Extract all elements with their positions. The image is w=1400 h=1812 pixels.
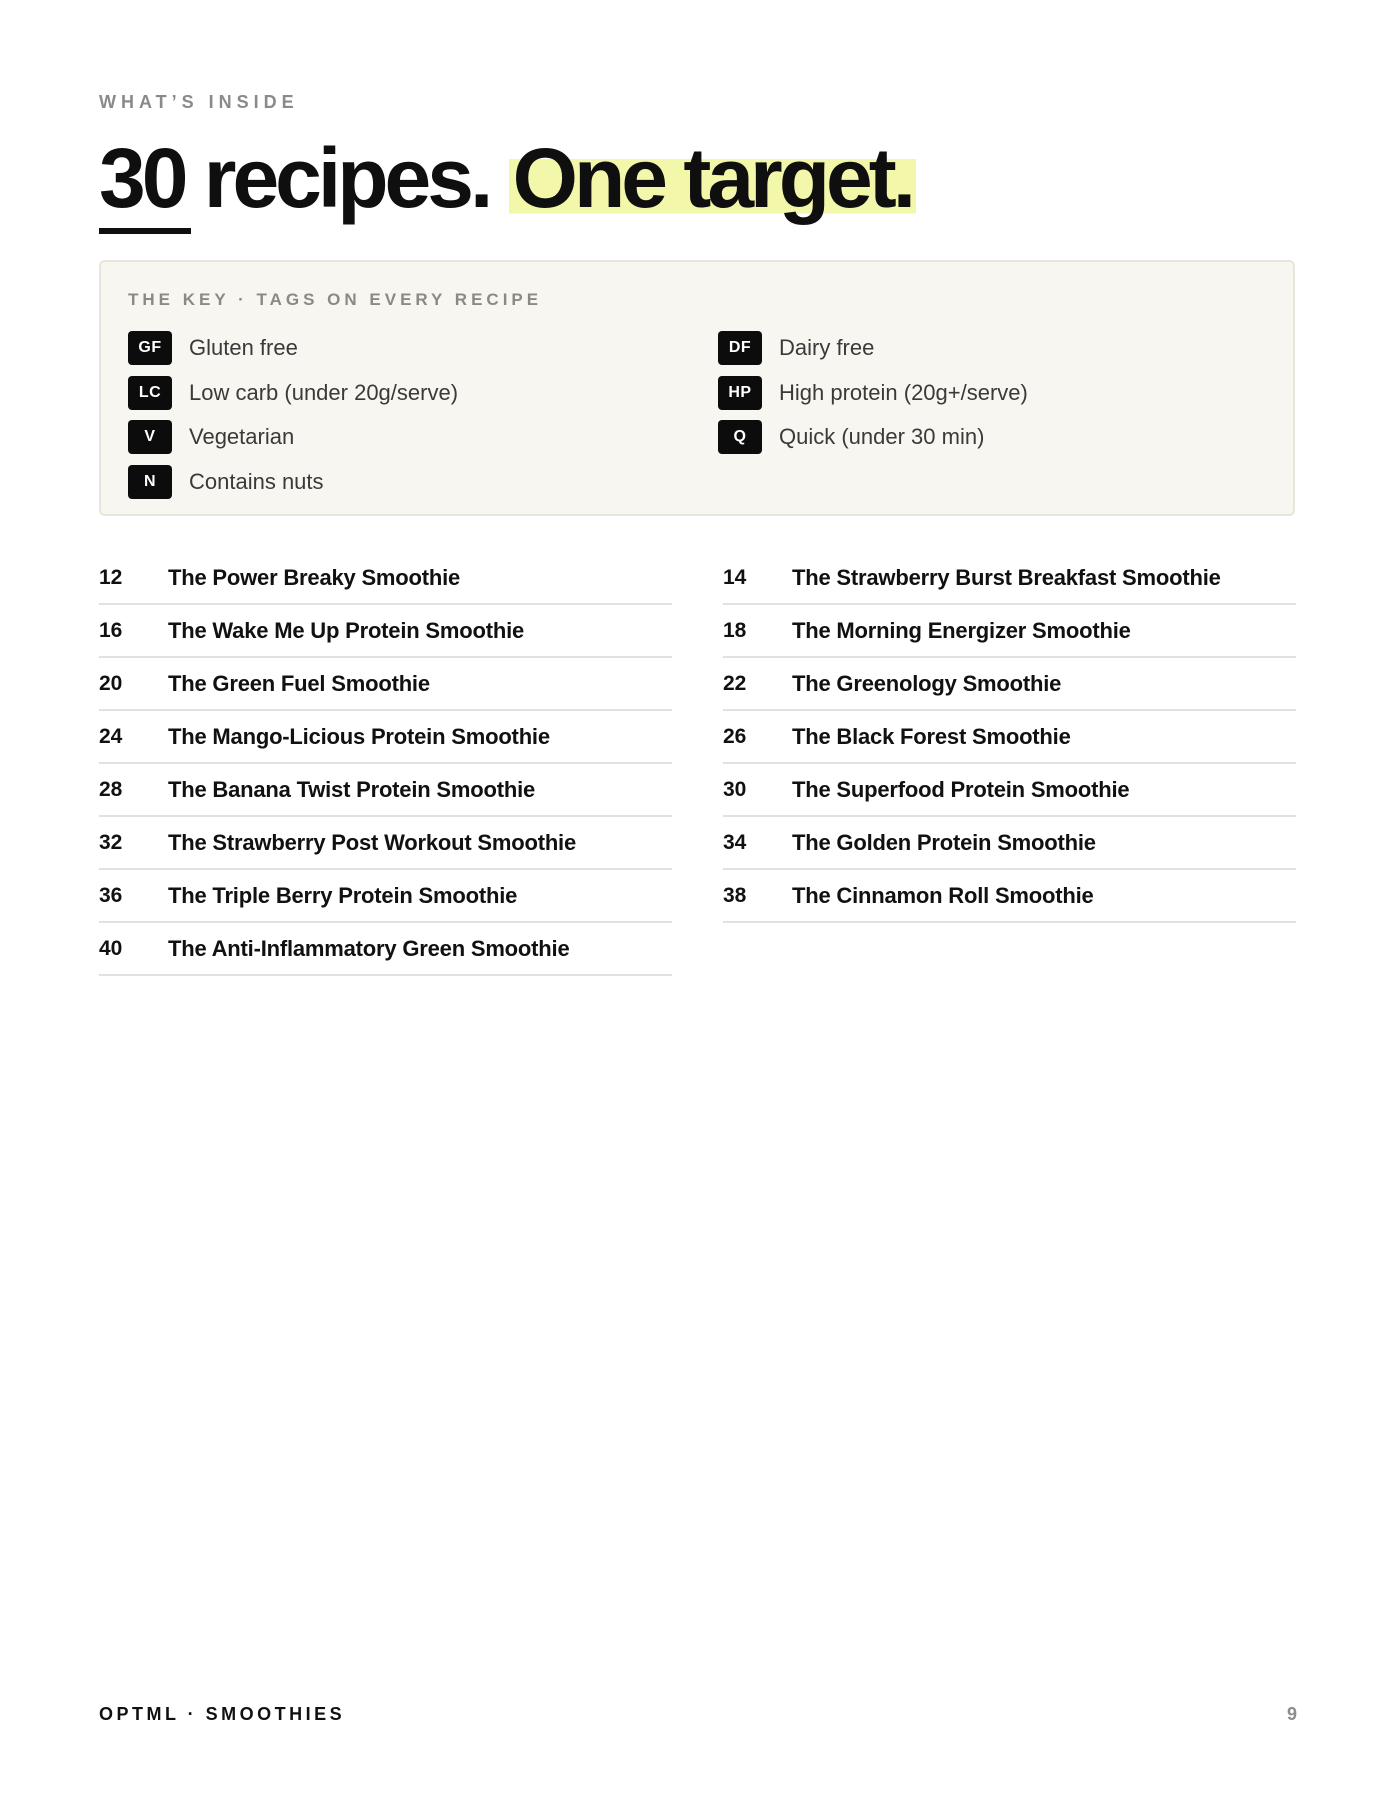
key-label: Gluten free (189, 335, 298, 361)
recipe-title: The Banana Twist Protein Smoothie (168, 776, 536, 802)
recipe-title: The Power Breaky Smoothie (168, 564, 461, 590)
footer-brand: OPTML · SMOOTHIES (99, 1704, 346, 1724)
recipe-list-right (723, 552, 1296, 923)
recipe-entry[interactable] (723, 552, 1296, 605)
recipe-title: The Strawberry Post Workout Smoothie (168, 829, 577, 855)
key-label: Low carb (under 20g/serve) (189, 379, 459, 405)
recipe-entry[interactable] (99, 764, 672, 817)
key-column-left (128, 326, 688, 504)
key-column-right (718, 326, 1278, 460)
recipe-entry[interactable] (723, 870, 1296, 923)
recipe-entry[interactable] (723, 764, 1296, 817)
recipe-entry[interactable] (723, 605, 1296, 658)
tag-badge: GF (128, 331, 172, 365)
recipe-page-number: 22 (723, 671, 747, 695)
tag-badge: N (128, 465, 172, 499)
recipe-page-number: 12 (99, 565, 123, 589)
key-label: Dairy free (779, 335, 875, 361)
recipe-entry[interactable] (99, 817, 672, 870)
recipe-entry[interactable] (99, 658, 672, 711)
key-item-hp (718, 371, 1278, 416)
recipe-page-number: 40 (99, 936, 123, 960)
recipe-page-number: 34 (723, 830, 747, 854)
tag-badge: HP (718, 376, 762, 410)
recipe-title: The Anti-Inflammatory Green Smoothie (168, 935, 570, 961)
tag-badge: LC (128, 376, 172, 410)
recipe-entry[interactable] (723, 658, 1296, 711)
recipe-list-left (99, 552, 672, 976)
key-title: THE KEY · TAGS ON EVERY RECIPE (128, 290, 543, 309)
title-underline (99, 228, 191, 234)
recipe-page-number: 14 (723, 565, 747, 589)
recipe-entry[interactable] (99, 552, 672, 605)
key-label: Quick (under 30 min) (779, 424, 985, 450)
recipe-entry[interactable] (99, 923, 672, 976)
title-number: 30 (99, 131, 185, 225)
key-item-v (128, 415, 688, 460)
key-label: Vegetarian (189, 424, 295, 450)
recipe-entry[interactable] (99, 605, 672, 658)
recipe-page-number: 26 (723, 724, 747, 748)
recipe-title: The Cinnamon Roll Smoothie (792, 882, 1094, 908)
key-item-df (718, 326, 1278, 371)
recipe-title: The Triple Berry Protein Smoothie (168, 882, 518, 908)
key-label: Contains nuts (189, 468, 324, 494)
recipe-page-number: 30 (723, 777, 747, 801)
recipe-title: The Greenology Smoothie (792, 670, 1062, 696)
recipe-title: The Green Fuel Smoothie (168, 670, 430, 696)
key-item-lc (128, 371, 688, 416)
title-highlight: One target. (509, 131, 916, 225)
tag-badge: V (128, 420, 172, 454)
recipe-title: The Morning Energizer Smoothie (792, 617, 1131, 643)
recipe-entry[interactable] (723, 817, 1296, 870)
recipe-page-number: 28 (99, 777, 123, 801)
tag-badge: Q (718, 420, 762, 454)
page-number: 9 (1286, 1704, 1297, 1724)
recipe-page-number: 38 (723, 883, 747, 907)
key-item-q (718, 415, 1278, 460)
recipe-page-number: 16 (99, 618, 123, 642)
recipe-page-number: 18 (723, 618, 747, 642)
recipe-page-number: 36 (99, 883, 123, 907)
section-eyebrow: WHAT’S INSIDE (99, 92, 299, 112)
recipe-title: The Strawberry Burst Breakfast Smoothie (792, 564, 1221, 590)
key-item-gf (128, 326, 688, 371)
recipe-page-number: 32 (99, 830, 123, 854)
page (99, 0, 1297, 1812)
title-text: recipes. (184, 131, 509, 225)
tag-badge: DF (718, 331, 762, 365)
key-label: High protein (20g+/serve) (779, 379, 1028, 405)
recipe-entry[interactable] (723, 711, 1296, 764)
recipe-title: The Superfood Protein Smoothie (792, 776, 1130, 802)
recipe-title: The Black Forest Smoothie (792, 723, 1071, 749)
recipe-title: The Golden Protein Smoothie (792, 829, 1096, 855)
recipe-title: The Wake Me Up Protein Smoothie (168, 617, 525, 643)
recipe-entry[interactable] (99, 870, 672, 923)
recipe-title: The Mango-Licious Protein Smoothie (168, 723, 550, 749)
recipe-entry[interactable] (99, 711, 672, 764)
page-title (99, 128, 916, 228)
recipe-page-number: 20 (99, 671, 123, 695)
tag-key-panel (99, 260, 1295, 516)
key-item-n (128, 460, 688, 505)
recipe-page-number: 24 (99, 724, 123, 748)
